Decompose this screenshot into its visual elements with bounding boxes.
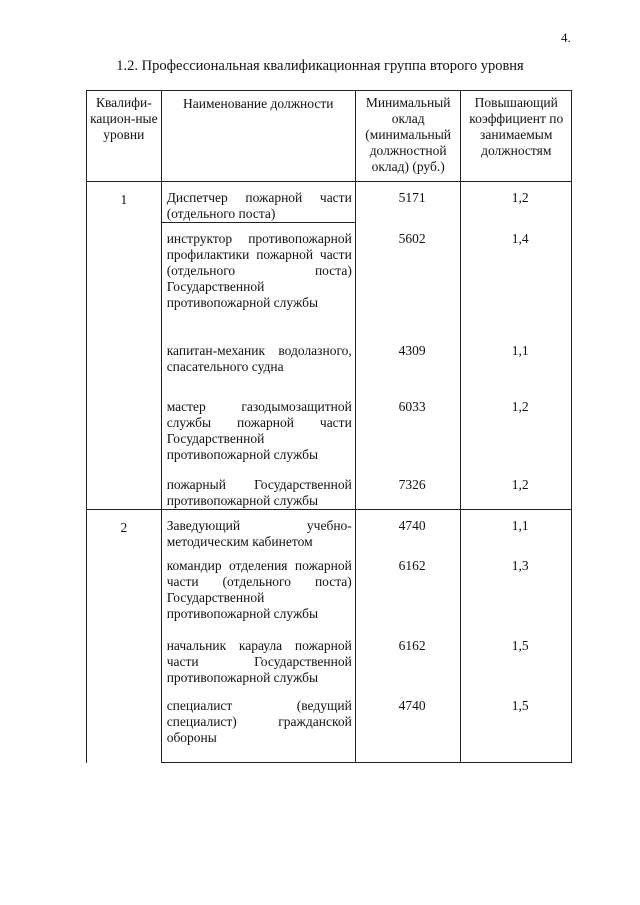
position-name-cell xyxy=(161,391,355,469)
position-name-cell xyxy=(161,223,355,336)
salary-value-cell xyxy=(355,630,461,690)
salary-value-cell xyxy=(355,335,461,391)
coefficient-value: 1,2 xyxy=(511,399,529,414)
position-name-cell xyxy=(161,510,355,551)
level-value: 1 xyxy=(120,192,128,207)
salary-value: 6162 xyxy=(398,558,426,573)
position-name: капитан-механик водолазного, спасательного судна xyxy=(166,343,352,374)
table-body xyxy=(87,182,572,763)
coefficient-value: 1,5 xyxy=(511,638,529,653)
coefficient-value: 1,2 xyxy=(511,190,529,205)
salary-value-cell xyxy=(355,550,461,630)
coefficient-value: 1,1 xyxy=(511,518,529,533)
header-salary: Минимальный оклад (минимальный должностной оклад) (руб.) xyxy=(355,91,461,182)
position-name-cell xyxy=(161,630,355,690)
coefficient-value: 1,2 xyxy=(511,477,529,492)
coefficient-value-cell xyxy=(461,391,572,469)
header-position: Наименование должности xyxy=(161,91,355,182)
level-cell xyxy=(87,182,162,510)
salary-value-cell xyxy=(355,223,461,336)
position-name-cell xyxy=(161,335,355,391)
coefficient-value: 1,3 xyxy=(511,558,529,573)
position-name: начальник караула пожарной части Государственной противопожарной службы xyxy=(166,638,352,685)
salary-value: 5171 xyxy=(398,190,426,205)
coefficient-value-cell xyxy=(461,550,572,630)
coefficient-value: 1,4 xyxy=(511,230,529,246)
position-name: пожарный Государственной противопожарной службы xyxy=(166,477,352,508)
section-title: 1.2. Профессиональная квалификационная группа второго уровня xyxy=(116,58,524,74)
coefficient-value: 1,1 xyxy=(511,343,529,358)
position-name-cell xyxy=(161,550,355,630)
position-name: Заведующий учебно-методическим кабинетом xyxy=(166,518,352,549)
salary-value: 6033 xyxy=(398,399,426,414)
salary-value-cell xyxy=(355,510,461,551)
salary-value-cell xyxy=(355,182,461,223)
page-number: 4. xyxy=(561,30,571,45)
position-name-cell xyxy=(161,469,355,510)
salary-value-cell xyxy=(355,469,461,510)
position-name: инструктор противопожарной профилактики пожарной части (отдельного поста) Государственной противопожарной службы xyxy=(166,231,352,310)
position-name: Диспетчер пожарной части (отдельного поста) xyxy=(166,190,352,221)
coefficient-value-cell xyxy=(461,630,572,690)
coefficient-value-cell xyxy=(461,510,572,551)
coefficient-value-cell xyxy=(461,182,572,223)
qualification-table xyxy=(86,90,572,763)
header-level: Квалифи-кацион-ные уровни xyxy=(87,91,162,182)
salary-value: 4740 xyxy=(398,698,426,713)
position-name: специалист (ведущий специалист) гражданской обороны xyxy=(166,698,352,745)
position-name-cell xyxy=(161,182,355,223)
table-header-row xyxy=(87,91,572,182)
header-coefficient: Повышающий коэффициент по занимаемым должностям xyxy=(461,91,572,182)
salary-value-cell xyxy=(355,690,461,763)
position-name-cell xyxy=(161,690,355,763)
coefficient-value-cell xyxy=(461,469,572,510)
coefficient-value: 1,5 xyxy=(511,698,529,713)
salary-value: 4309 xyxy=(398,343,426,358)
position-name: мастер газодымозащитной службы пожарной части Государственной противопожарной службы xyxy=(166,399,352,462)
salary-value: 5602 xyxy=(398,230,426,246)
salary-value-cell xyxy=(355,391,461,469)
salary-value: 6162 xyxy=(398,638,426,653)
coefficient-value-cell xyxy=(461,335,572,391)
level-value: 2 xyxy=(120,520,128,535)
table-row xyxy=(87,510,572,551)
position-name: командир отделения пожарной части (отдельного поста) Государственной противопожарной службы xyxy=(166,558,352,621)
coefficient-value-cell xyxy=(461,690,572,763)
table-row xyxy=(87,182,572,223)
salary-value: 4740 xyxy=(398,518,426,533)
salary-value: 7326 xyxy=(398,477,426,492)
coefficient-value-cell xyxy=(461,223,572,336)
level-cell xyxy=(87,510,162,763)
